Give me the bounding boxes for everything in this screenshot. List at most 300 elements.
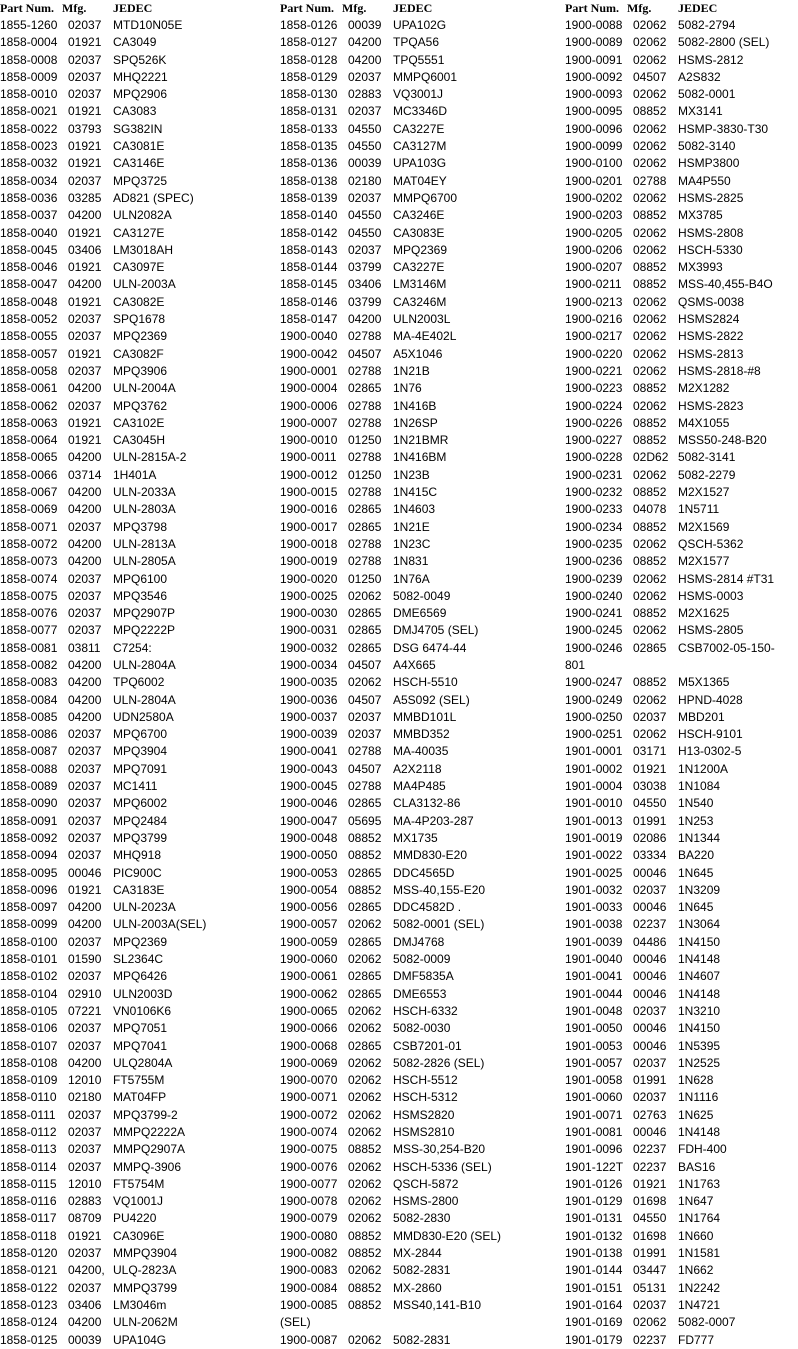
- jedec-number: MPQ2369: [113, 934, 168, 949]
- table-row: [280, 726, 542, 743]
- part-number: 1858-0081: [0, 640, 58, 655]
- jedec-number: DMJ4705 (SEL): [393, 623, 479, 638]
- table-row: [565, 1020, 798, 1037]
- table-row: [565, 588, 798, 605]
- jedec-number: ULQ-2823A: [113, 1263, 177, 1278]
- table-row: [0, 968, 268, 985]
- table-row: [280, 1089, 542, 1106]
- mfg-code: 02037: [633, 1090, 667, 1105]
- jedec-number: CA3102E: [113, 415, 165, 430]
- table-row: [0, 778, 268, 795]
- table-row: [565, 259, 798, 276]
- part-number: 1900-0001: [280, 363, 338, 378]
- jedec-number: MX3785: [678, 208, 723, 223]
- jedec-number: 5082-3141: [678, 450, 736, 465]
- jedec-number: 1N23C: [393, 536, 431, 551]
- table-row: [0, 346, 268, 363]
- table-row: [280, 467, 542, 484]
- table-row: [280, 398, 542, 415]
- table-row: [0, 536, 268, 553]
- jedec-number: 5082-0030: [393, 1021, 451, 1036]
- table-row: [280, 968, 542, 985]
- mfg-code: 08852: [348, 882, 382, 897]
- part-number: 1901-0041: [565, 969, 623, 984]
- part-number: 1858-0124: [0, 1315, 58, 1330]
- table-row: [280, 121, 542, 138]
- table-row: [280, 951, 542, 968]
- table-row: [280, 1176, 542, 1193]
- jedec-number: MPQ3904: [113, 744, 168, 759]
- mfg-code: 08852: [348, 830, 382, 845]
- mfg-code: 02788: [633, 173, 667, 188]
- mfg-code: 02037: [68, 18, 102, 32]
- part-number: 1901-0001: [565, 744, 623, 759]
- part-number: 1900-0082: [280, 1246, 338, 1261]
- part-number: 1858-0040: [0, 225, 58, 240]
- table-row: [0, 467, 268, 484]
- jedec-number: ULN-2805A: [113, 554, 176, 569]
- part-number: 1900-0234: [565, 519, 623, 534]
- table-row: [0, 276, 268, 293]
- mfg-code: 01921: [633, 761, 667, 776]
- mfg-code: 02037: [68, 1159, 102, 1174]
- jedec-number: MPQ2369: [113, 329, 168, 344]
- mfg-code: 08852: [633, 675, 667, 690]
- part-number: 1900-0046: [280, 796, 338, 811]
- table-row: [0, 692, 268, 709]
- part-number: 1858-0109: [0, 1073, 58, 1088]
- table-row: [280, 847, 542, 864]
- jedec-number: 1N1116: [678, 1090, 719, 1105]
- jedec-number: MC1411: [113, 779, 158, 794]
- mfg-code: 04550: [348, 208, 382, 223]
- table-row: [0, 519, 268, 536]
- mfg-code: 02865: [348, 381, 382, 396]
- table-row: [565, 934, 798, 951]
- part-number: 1900-0057: [280, 917, 338, 932]
- mfg-code: 01921: [68, 415, 102, 430]
- table-row: [565, 311, 798, 328]
- part-number: 1901-0010: [565, 796, 623, 811]
- part-number: 1900-0076: [280, 1159, 338, 1174]
- table-row: [565, 155, 798, 172]
- table-row: [280, 692, 542, 709]
- jedec-number: HSCH-9101: [678, 727, 743, 742]
- mfg-code: 04507: [633, 69, 667, 84]
- part-number: 1858-0117: [0, 1211, 57, 1226]
- jedec-number: TPQ5551: [393, 52, 445, 67]
- mfg-code: 02788: [348, 744, 382, 759]
- parts-column-1: [0, 0, 268, 1349]
- part-number: 1858-0062: [0, 398, 58, 413]
- jedec-number: A2S832: [678, 69, 721, 84]
- jedec-number: HSMS-2825: [678, 190, 744, 205]
- part-number: 1900-0240: [565, 588, 623, 603]
- part-number: 1858-0128: [280, 52, 338, 67]
- jedec-number: ULN2003L: [393, 312, 451, 327]
- part-number: 1858-0061: [0, 381, 58, 396]
- part-number: 1858-0108: [0, 1055, 58, 1070]
- table-row: [0, 934, 268, 951]
- jedec-number: MA-4P203-287: [393, 813, 474, 828]
- mfg-code: 02788: [348, 363, 382, 378]
- mfg-code: 02062: [633, 156, 667, 171]
- jedec-number: MPQ6100: [113, 571, 168, 586]
- part-number: 1900-0213: [565, 294, 623, 309]
- part-number: 1858-0121: [0, 1263, 58, 1278]
- table-row: [0, 1072, 268, 1089]
- part-number: 1858-0052: [0, 312, 58, 327]
- part-number: 1858-0009: [0, 69, 58, 84]
- table-row: [0, 899, 268, 916]
- part-number: 1858-0131: [280, 104, 338, 119]
- part-number: 1900-0226: [565, 415, 623, 430]
- part-number: 1858-0097: [0, 900, 58, 915]
- jedec-number: M2X1569: [678, 519, 730, 534]
- part-number: 1858-0125: [0, 1332, 58, 1347]
- part-number: 1900-0059: [280, 934, 338, 949]
- part-number: 1900-0247: [565, 675, 623, 690]
- jedec-number: MX1735: [393, 830, 438, 845]
- mfg-code: 01250: [348, 433, 382, 448]
- jedec-number: 1N4150: [678, 1021, 721, 1036]
- part-number: 1858-0047: [0, 277, 58, 292]
- table-row: [565, 242, 798, 259]
- jedec-number: HSMP-3830-T30: [678, 121, 769, 136]
- part-number: 1900-0084: [280, 1280, 338, 1295]
- mfg-code: 02788: [348, 485, 382, 500]
- table-row: [280, 1193, 542, 1210]
- mfg-code: 03793: [68, 121, 102, 136]
- table-row: [0, 69, 268, 86]
- part-number: 1900-0053: [280, 865, 338, 880]
- table-row: [0, 847, 268, 864]
- mfg-code: 01921: [68, 104, 102, 119]
- jedec-number: MPQ2369: [393, 242, 448, 257]
- jedec-number: 1N662: [678, 1263, 714, 1278]
- table-row: [0, 1141, 268, 1158]
- part-number: 1858-0090: [0, 796, 58, 811]
- table-row: [565, 1210, 798, 1227]
- jedec-number: DME6569: [393, 606, 447, 621]
- jedec-number: MSS-40,455-B4O: [678, 277, 773, 292]
- mfg-code: 04550: [348, 225, 382, 240]
- table-row: [0, 1124, 268, 1141]
- jedec-number: MPQ2222P: [113, 623, 176, 638]
- jedec-number: H13-0302-5: [678, 744, 742, 759]
- part-number: 1858-0063: [0, 415, 58, 430]
- table-row: [280, 190, 542, 207]
- table-row: [0, 726, 268, 743]
- table-row: [565, 1314, 798, 1331]
- mfg-code: 08852: [633, 433, 667, 448]
- jedec-number: HSCH-5312: [393, 1090, 458, 1105]
- part-number: 1858-0046: [0, 260, 58, 275]
- jedec-number: HSCH-5512: [393, 1073, 458, 1088]
- mfg-code: 02037: [348, 190, 382, 205]
- jedec-number: PU4220: [113, 1211, 157, 1226]
- mfg-code: 02037: [68, 312, 102, 327]
- table-row: [280, 1297, 542, 1314]
- mfg-code: 02037: [68, 1107, 102, 1122]
- jedec-number: 5082-3140: [678, 139, 736, 154]
- part-number: 1901-0033: [565, 900, 623, 915]
- jedec-number: 1N625: [678, 1107, 714, 1122]
- part-number: 1858-0004: [0, 35, 58, 50]
- part-number: 1901-0057: [565, 1055, 623, 1070]
- part-number: 1900-0100: [565, 156, 623, 171]
- table-row: [0, 588, 268, 605]
- part-number: 1900-0011: [280, 450, 337, 465]
- part-number: 1858-0104: [0, 986, 58, 1001]
- mfg-code: 04550: [348, 139, 382, 154]
- mfg-code: 03447: [633, 1263, 667, 1278]
- jedec-number: HSMS-2818-#8: [678, 363, 761, 378]
- table-row: [0, 571, 268, 588]
- table-row: [280, 657, 542, 674]
- part-number: 1858-0133: [280, 121, 338, 136]
- table-row: [280, 1003, 542, 1020]
- part-number: 1858-0087: [0, 744, 58, 759]
- jedec-number: CA3096E: [113, 1228, 165, 1243]
- part-number: 1900-0015: [280, 485, 338, 500]
- table-row: [565, 1003, 798, 1020]
- table-row: [0, 916, 268, 933]
- part-number: 1900-0217: [565, 329, 623, 344]
- mfg-code: 02037: [68, 1038, 102, 1053]
- table-row: [0, 1003, 268, 1020]
- jedec-number: SL2364C: [113, 952, 164, 967]
- mfg-code: 02062: [633, 536, 667, 551]
- mfg-code: 04200: [348, 312, 382, 327]
- mfg-code: 04200: [68, 657, 102, 672]
- table-row: [565, 484, 798, 501]
- part-number: 1900-0092: [565, 69, 623, 84]
- mfg-code: 12010: [68, 1176, 102, 1191]
- part-number: 1858-0076: [0, 606, 58, 621]
- jedec-number: 1N4148: [678, 952, 721, 967]
- table-row: [0, 709, 268, 726]
- mfg-code: 02062: [348, 1090, 382, 1105]
- table-row: [280, 207, 542, 224]
- mfg-code: 08852: [633, 381, 667, 396]
- mfg-code: 02062: [633, 588, 667, 603]
- part-number: 1900-0078: [280, 1194, 338, 1209]
- jedec-number: M2X1625: [678, 606, 730, 621]
- jedec-number: MPQ2907P: [113, 606, 176, 621]
- mfg-code: 04200: [68, 502, 102, 517]
- jedec-number: CSB7201-01: [393, 1038, 462, 1053]
- mfg-code: 02037: [68, 796, 102, 811]
- jedec-number: MX3993: [678, 260, 723, 275]
- table-row: [0, 1262, 268, 1279]
- jedec-number: UPA102G: [393, 18, 447, 32]
- part-number: 1858-0139: [280, 190, 338, 205]
- table-row: [0, 813, 268, 830]
- part-number: 1858-0084: [0, 692, 58, 707]
- part-number: 1900-0099: [565, 139, 623, 154]
- part-number: 1858-0114: [0, 1159, 57, 1174]
- part-number: 1901-0060: [565, 1090, 623, 1105]
- table-row: [280, 916, 542, 933]
- jedec-number: HSMS2820: [393, 1107, 455, 1122]
- mfg-code: 02037: [68, 398, 102, 413]
- table-row: [565, 1332, 798, 1349]
- table-row: [0, 865, 268, 882]
- mfg-code: 04200: [68, 554, 102, 569]
- jedec-number: 1N26SP: [393, 415, 438, 430]
- table-row: [565, 813, 798, 830]
- table-row: [565, 69, 798, 86]
- table-row: [565, 1176, 798, 1193]
- mfg-code: 01698: [633, 1228, 667, 1243]
- table-row: [280, 380, 542, 397]
- part-number: 1858-0116: [0, 1194, 57, 1209]
- mfg-code: 08852: [348, 1297, 382, 1312]
- part-number: 1858-0022: [0, 121, 58, 136]
- table-row: [565, 1124, 798, 1141]
- jedec-number: 5082-2279: [678, 467, 736, 482]
- jedec-number: 5082-0001: [678, 87, 736, 102]
- jedec-number: MA-4E402L: [393, 329, 457, 344]
- jedec-number: HSMS-2822: [678, 329, 744, 344]
- mfg-code: 02062: [633, 294, 667, 309]
- table-row: [280, 882, 542, 899]
- parts-column-3: [565, 0, 798, 1349]
- part-number: 1858-0010: [0, 87, 58, 102]
- table-row: [0, 484, 268, 501]
- part-number: 1900-0232: [565, 485, 623, 500]
- part-number: 1858-0036: [0, 190, 58, 205]
- mfg-code: 02086: [633, 830, 667, 845]
- table-row: [0, 1159, 268, 1176]
- part-number: 1901-0040: [565, 952, 623, 967]
- part-number: 1900-0030: [280, 606, 338, 621]
- table-row: [565, 103, 798, 120]
- mfg-code: 02062: [348, 1263, 382, 1278]
- jedec-number: ULN-2023A: [113, 900, 176, 915]
- jedec-number: ULN-2003A(SEL): [113, 917, 207, 932]
- table-row: [280, 986, 542, 1003]
- jedec-number: 1N4607: [678, 969, 721, 984]
- part-number: 1858-0145: [280, 277, 338, 292]
- mfg-code: 02237: [633, 1142, 667, 1157]
- mfg-code: 01991: [633, 1073, 667, 1088]
- table-row: [565, 363, 798, 380]
- mfg-code: 00039: [348, 18, 382, 32]
- mfg-code: 00039: [68, 1332, 102, 1347]
- jedec-number: TPQ6002: [113, 675, 165, 690]
- table-row: [565, 207, 798, 224]
- part-number: 1858-0129: [280, 69, 338, 84]
- part-number: 1900-0050: [280, 848, 338, 863]
- mfg-code: 04486: [633, 934, 667, 949]
- jedec-number: 1N1763: [678, 1176, 721, 1191]
- mfg-code: 00046: [633, 1021, 667, 1036]
- jedec-number: CA3081E: [113, 139, 165, 154]
- mfg-code: 03799: [348, 260, 382, 275]
- part-number: 1858-0023: [0, 139, 58, 154]
- part-number: 1901-0044: [565, 986, 623, 1001]
- part-number: 1858-0058: [0, 363, 58, 378]
- table-row: [565, 138, 798, 155]
- table-row: [0, 986, 268, 1003]
- table-row: [565, 380, 798, 397]
- table-row: [280, 1124, 542, 1141]
- jedec-number: HSCH-5510: [393, 675, 458, 690]
- jedec-number: ULN-2003A: [113, 277, 176, 292]
- jedec-number: MA4P550: [678, 173, 731, 188]
- mfg-code: 02037: [348, 242, 382, 257]
- header-jedec: JEDEC: [393, 1, 433, 15]
- part-number: 1858-0091: [0, 813, 58, 828]
- mfg-code: 04078: [633, 502, 667, 517]
- jedec-number: M4X1055: [678, 415, 730, 430]
- mfg-code: 02062: [633, 571, 667, 586]
- part-number: 1901-0151: [565, 1280, 623, 1295]
- table-row: [565, 640, 798, 657]
- part-number: 1901-0169: [565, 1315, 623, 1330]
- jedec-number: HSMS2824: [678, 312, 740, 327]
- mfg-code: 02037: [348, 727, 382, 742]
- part-number: 1858-0113: [0, 1142, 57, 1157]
- jedec-number: 1N21E: [393, 519, 430, 534]
- jedec-number: FDH-400: [678, 1142, 727, 1157]
- jedec-number: 5082-0007: [678, 1315, 736, 1330]
- table-row: [280, 778, 542, 795]
- table-row: [565, 605, 798, 622]
- part-number: 1900-0004: [280, 381, 338, 396]
- mfg-code: 08852: [633, 519, 667, 534]
- table-row: [280, 155, 542, 172]
- mfg-code: 02062: [348, 1211, 382, 1226]
- mfg-code: 02062: [633, 692, 667, 707]
- jedec-number: SPQ1678: [113, 312, 166, 327]
- jedec-number: PIC900C: [113, 865, 162, 880]
- mfg-code: 02037: [68, 761, 102, 776]
- part-number: 1858-0077: [0, 623, 58, 638]
- part-number: 1858-0142: [280, 225, 338, 240]
- table-row: [280, 1332, 542, 1349]
- jedec-number: MMD830-E20: [393, 848, 468, 863]
- jedec-number: CA3227E: [393, 260, 445, 275]
- table-row: [280, 1245, 542, 1262]
- mfg-code: 00046: [633, 952, 667, 967]
- part-number: 1858-0095: [0, 865, 58, 880]
- mfg-code: 08852: [348, 1246, 382, 1261]
- mfg-code: 01921: [633, 1176, 667, 1191]
- table-row: [280, 640, 542, 657]
- part-number: 1900-0080: [280, 1228, 338, 1243]
- jedec-number: SG382IN: [113, 121, 163, 136]
- mfg-code: 00046: [633, 900, 667, 915]
- part-number: 1900-0206: [565, 242, 623, 257]
- jedec-number: UDN2580A: [113, 709, 174, 724]
- jedec-number: 1N628: [678, 1073, 714, 1088]
- part-number: 1900-0095: [565, 104, 623, 119]
- mfg-code: 04507: [348, 346, 382, 361]
- part-number: 1858-0130: [280, 87, 338, 102]
- part-number: 1900-0093: [565, 87, 623, 102]
- part-number: 1900-0227: [565, 433, 623, 448]
- jedec-number: CA3227E: [393, 121, 445, 136]
- table-row: [0, 1228, 268, 1245]
- part-number: 1901-0144: [565, 1263, 623, 1278]
- mfg-code: 03799: [348, 294, 382, 309]
- table-row: [0, 951, 268, 968]
- jedec-number: CSB7002-05-150-: [678, 640, 775, 655]
- mfg-code: 02037: [68, 1021, 102, 1036]
